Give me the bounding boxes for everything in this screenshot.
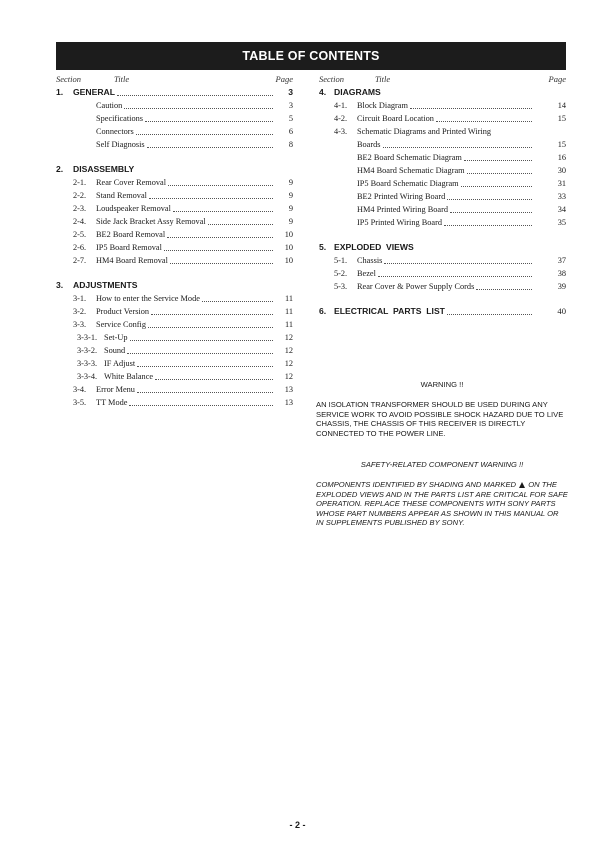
toc-entry-caution[interactable] — [56, 99, 293, 112]
toc-entry-page: 6 — [288, 127, 293, 136]
toc-entry-hm4-pwb[interactable] — [319, 203, 566, 216]
toc-entry-number: 4. — [319, 87, 327, 97]
toc-entry-title: Circuit Board Location — [357, 114, 434, 123]
toc-entry-page: 12 — [284, 346, 293, 355]
toc-entry-page: 10 — [284, 256, 293, 265]
toc-entry-title: EXPLODED VIEWS — [334, 242, 414, 252]
toc-entry-4-2[interactable] — [319, 112, 566, 125]
toc-entry-title: Connectors — [96, 127, 134, 136]
toc-entry-number: 2. — [56, 164, 64, 174]
toc-entry-page: 13 — [284, 385, 293, 394]
toc-entry-number: 3. — [56, 280, 64, 290]
toc-entry-number: 2-2. — [73, 191, 87, 200]
toc-entry-page: 11 — [285, 320, 293, 329]
toc-entry-page: 3 — [288, 87, 293, 97]
toc-entry-page: 39 — [557, 282, 566, 291]
section-header: Section — [319, 74, 345, 84]
safety-warning-title: SAFETY-RELATED COMPONENT WARNING !! — [360, 460, 524, 469]
toc-entry-general[interactable] — [56, 86, 293, 99]
toc-entry-page: 16 — [557, 153, 566, 162]
toc-entry-page: 12 — [284, 359, 293, 368]
toc-entry-title: BE2 Board Removal — [96, 230, 166, 239]
toc-entry-number: 3-3-2. — [77, 346, 98, 355]
toc-entry-ip5-pwb[interactable] — [319, 216, 566, 229]
toc-right-column — [319, 74, 566, 318]
toc-entry-3-2[interactable] — [56, 305, 293, 318]
toc-entry-disassembly[interactable] — [56, 163, 293, 176]
toc-entry-page: 10 — [284, 243, 293, 252]
toc-entry-hm4-schematic[interactable] — [319, 164, 566, 177]
toc-entry-title: Chassis — [357, 256, 383, 265]
section-header: Section — [56, 74, 82, 84]
safety-warning-body — [316, 480, 568, 528]
toc-entry-number: 5. — [319, 242, 327, 252]
toc-entry-5-1[interactable] — [319, 254, 566, 267]
toc-entry-number: 4-2. — [334, 114, 348, 123]
toc-entry-title: Sound — [104, 346, 126, 355]
toc-entry-title: Caution — [96, 101, 123, 110]
toc-entry-number: 1. — [56, 87, 64, 97]
toc-entry-5-3[interactable] — [319, 280, 566, 293]
toc-entry-adjustments[interactable] — [56, 279, 293, 292]
toc-entry-page: 35 — [557, 218, 566, 227]
toc-entry-5-2[interactable] — [319, 267, 566, 280]
toc-entry-title: HM4 Board Removal — [96, 256, 168, 265]
toc-entry-boards[interactable] — [319, 138, 566, 151]
toc-entry-title: TT Mode — [96, 398, 128, 407]
toc-entry-page: 34 — [557, 205, 566, 214]
toc-title-banner: TABLE OF CONTENTS — [56, 42, 566, 70]
toc-entry-page: 13 — [284, 398, 293, 407]
toc-entry-number: 3-1. — [73, 294, 87, 303]
toc-entry-number: 3-3-1. — [77, 333, 98, 342]
toc-entry-page: 12 — [284, 372, 293, 381]
toc-entry-title: Set-Up — [104, 333, 128, 342]
toc-entry-number: 2-4. — [73, 217, 87, 226]
toc-entry-be2-schematic[interactable] — [319, 151, 566, 164]
toc-entry-title: IP5 Printed Wiring Board — [357, 218, 443, 227]
toc-entry-title: ELECTRICAL PARTS LIST — [334, 306, 445, 316]
toc-entry-page: 38 — [557, 269, 566, 278]
toc-entry-title: Product Version — [96, 307, 150, 316]
toc-entry-number: 3-3-4. — [77, 372, 98, 381]
toc-entry-electrical-parts-list[interactable] — [319, 305, 566, 318]
toc-entry-number: 3-3-3. — [77, 359, 98, 368]
toc-entry-2-2[interactable] — [56, 189, 293, 202]
toc-entry-number: 3-4. — [73, 385, 87, 394]
toc-entry-specifications[interactable] — [56, 112, 293, 125]
toc-entry-page: 37 — [557, 256, 566, 265]
toc-entry-3-5[interactable] — [56, 396, 293, 409]
toc-entry-page: 3 — [288, 101, 293, 110]
toc-entry-number: 5-2. — [334, 269, 348, 278]
toc-entry-title: Rear Cover Removal — [96, 178, 167, 187]
toc-entry-3-3-4[interactable] — [56, 370, 293, 383]
toc-entry-title: IP5 Board Schematic Diagram — [357, 179, 459, 188]
toc-entry-page: 9 — [288, 178, 293, 187]
toc-entry-diagrams[interactable] — [319, 86, 566, 99]
toc-entry-title: BE2 Printed Wiring Board — [357, 192, 446, 201]
warning-triangle-icon — [519, 482, 525, 488]
toc-entry-page: 31 — [557, 179, 566, 188]
toc-entry-connectors[interactable] — [56, 125, 293, 138]
toc-entry-4-3[interactable] — [319, 125, 566, 138]
toc-entry-number: 5-1. — [334, 256, 348, 265]
toc-entry-page: 9 — [288, 217, 293, 226]
toc-entry-title: Loudspeaker Removal — [96, 204, 171, 213]
toc-left-column — [56, 74, 293, 409]
safety-body-text: ON THE EXPLODED VIEWS AND IN THE PARTS LIST ARE CRITICAL FOR SAFE OPERATION. REPLACE THESE COMPONENTS WITH SONY PARTS WHOSE PART NUMBERS APPEAR AS SHOWN IN THIS MANUAL OR IN SUPPLEMENTS PUBLISHED BY SONY. — [316, 480, 568, 528]
toc-entry-3-3[interactable] — [56, 318, 293, 331]
toc-entry-3-3-1[interactable] — [56, 331, 293, 344]
toc-entry-3-3-3[interactable] — [56, 357, 293, 370]
toc-entry-title: Stand Removal — [96, 191, 147, 200]
toc-entry-number: 5-3. — [334, 282, 348, 291]
toc-entry-page: 8 — [288, 140, 293, 149]
toc-entry-number: 6. — [319, 306, 327, 316]
column-header — [56, 74, 293, 86]
toc-entry-page: 12 — [284, 333, 293, 342]
toc-entry-number: 2-3. — [73, 204, 87, 213]
toc-entry-number: 3-5. — [73, 398, 87, 407]
toc-entry-title: Schematic Diagrams and Printed Wiring — [357, 127, 492, 136]
toc-entry-number: 4-1. — [334, 101, 348, 110]
toc-entry-page: 9 — [288, 191, 293, 200]
toc-entry-title: Service Config — [96, 320, 147, 329]
safety-body-text: COMPONENTS IDENTIFIED BY SHADING AND MARKED — [316, 480, 516, 489]
toc-entry-title: Self Diagnosis — [96, 140, 145, 149]
title-header: Title — [375, 74, 391, 84]
toc-entry-page: 10 — [284, 230, 293, 239]
toc-entry-title: Error Menu — [96, 385, 135, 394]
toc-entry-exploded-views[interactable] — [319, 241, 566, 254]
toc-entry-2-7[interactable] — [56, 254, 293, 267]
toc-entry-title: Bezel — [357, 269, 376, 278]
toc-entry-number: 3-3. — [73, 320, 87, 329]
toc-entry-title: DIAGRAMS — [334, 87, 381, 97]
toc-entry-3-3-2[interactable] — [56, 344, 293, 357]
toc-entry-title: How to enter the Service Mode — [96, 294, 200, 303]
toc-entry-page: 33 — [557, 192, 566, 201]
title-header: Title — [114, 74, 130, 84]
toc-entry-title: HM4 Printed Wiring Board — [357, 205, 449, 214]
toc-entry-2-3[interactable] — [56, 202, 293, 215]
toc-entry-title: Block Diagram — [357, 101, 408, 110]
warning-title: WARNING !! — [420, 380, 464, 389]
toc-entry-page: 15 — [557, 114, 566, 123]
toc-entry-title: Rear Cover & Power Supply Cords — [357, 282, 475, 291]
toc-entry-title: GENERAL — [73, 87, 116, 97]
warning-body: AN ISOLATION TRANSFORMER SHOULD BE USED DURING ANY SERVICE WORK TO AVOID POSSIBLE SHOCK HAZARD DUE TO LIVE CHASSIS, THE CHASSIS OF THIS RECEIVER IS DIRECTLY CONNECTED TO THE POWER LINE. — [316, 400, 564, 438]
column-header — [319, 74, 566, 86]
toc-entry-number: 2-5. — [73, 230, 87, 239]
toc-entry-3-4[interactable] — [56, 383, 293, 396]
toc-entry-title: Side Jack Bracket Assy Removal — [96, 217, 206, 226]
toc-entry-number: 2-7. — [73, 256, 87, 265]
toc-entry-page: 30 — [557, 166, 566, 175]
toc-entry-2-6[interactable] — [56, 241, 293, 254]
toc-entry-title: DISASSEMBLY — [73, 164, 135, 174]
toc-entry-title: IF Adjust — [104, 359, 136, 368]
toc-entry-title: BE2 Board Schematic Diagram — [357, 153, 462, 162]
toc-entry-title: Specifications — [96, 114, 144, 123]
toc-entry-3-1[interactable] — [56, 292, 293, 305]
toc-entry-number: 4-3. — [334, 127, 348, 136]
toc-entry-number: 2-1. — [73, 178, 87, 187]
toc-entry-number: 3-2. — [73, 307, 87, 316]
toc-entry-be2-pwb[interactable] — [319, 190, 566, 203]
toc-entry-title: White Balance — [104, 372, 154, 381]
page-header: Page — [275, 74, 293, 84]
toc-entry-number: 2-6. — [73, 243, 87, 252]
toc-entry-page: 11 — [285, 294, 293, 303]
toc-entry-page: 14 — [557, 101, 566, 110]
toc-entry-page: 40 — [557, 306, 566, 316]
toc-entry-title: ADJUSTMENTS — [73, 280, 138, 290]
toc-entry-title: IP5 Board Removal — [96, 243, 162, 252]
toc-entry-title: HM4 Board Schematic Diagram — [357, 166, 465, 175]
toc-entry-4-1[interactable] — [319, 99, 566, 112]
toc-entry-page: 15 — [557, 140, 566, 149]
toc-entry-page: 9 — [288, 204, 293, 213]
toc-entry-title: Boards — [357, 140, 381, 149]
toc-entry-page: 5 — [288, 114, 293, 123]
toc-entry-2-1[interactable] — [56, 176, 293, 189]
page-number: - 2 - — [289, 820, 306, 830]
toc-entry-page: 11 — [285, 307, 293, 316]
toc-entry-self-diagnosis[interactable] — [56, 138, 293, 151]
toc-entry-ip5-schematic[interactable] — [319, 177, 566, 190]
toc-entry-2-5[interactable] — [56, 228, 293, 241]
toc-entry-2-4[interactable] — [56, 215, 293, 228]
page-header: Page — [548, 74, 566, 84]
